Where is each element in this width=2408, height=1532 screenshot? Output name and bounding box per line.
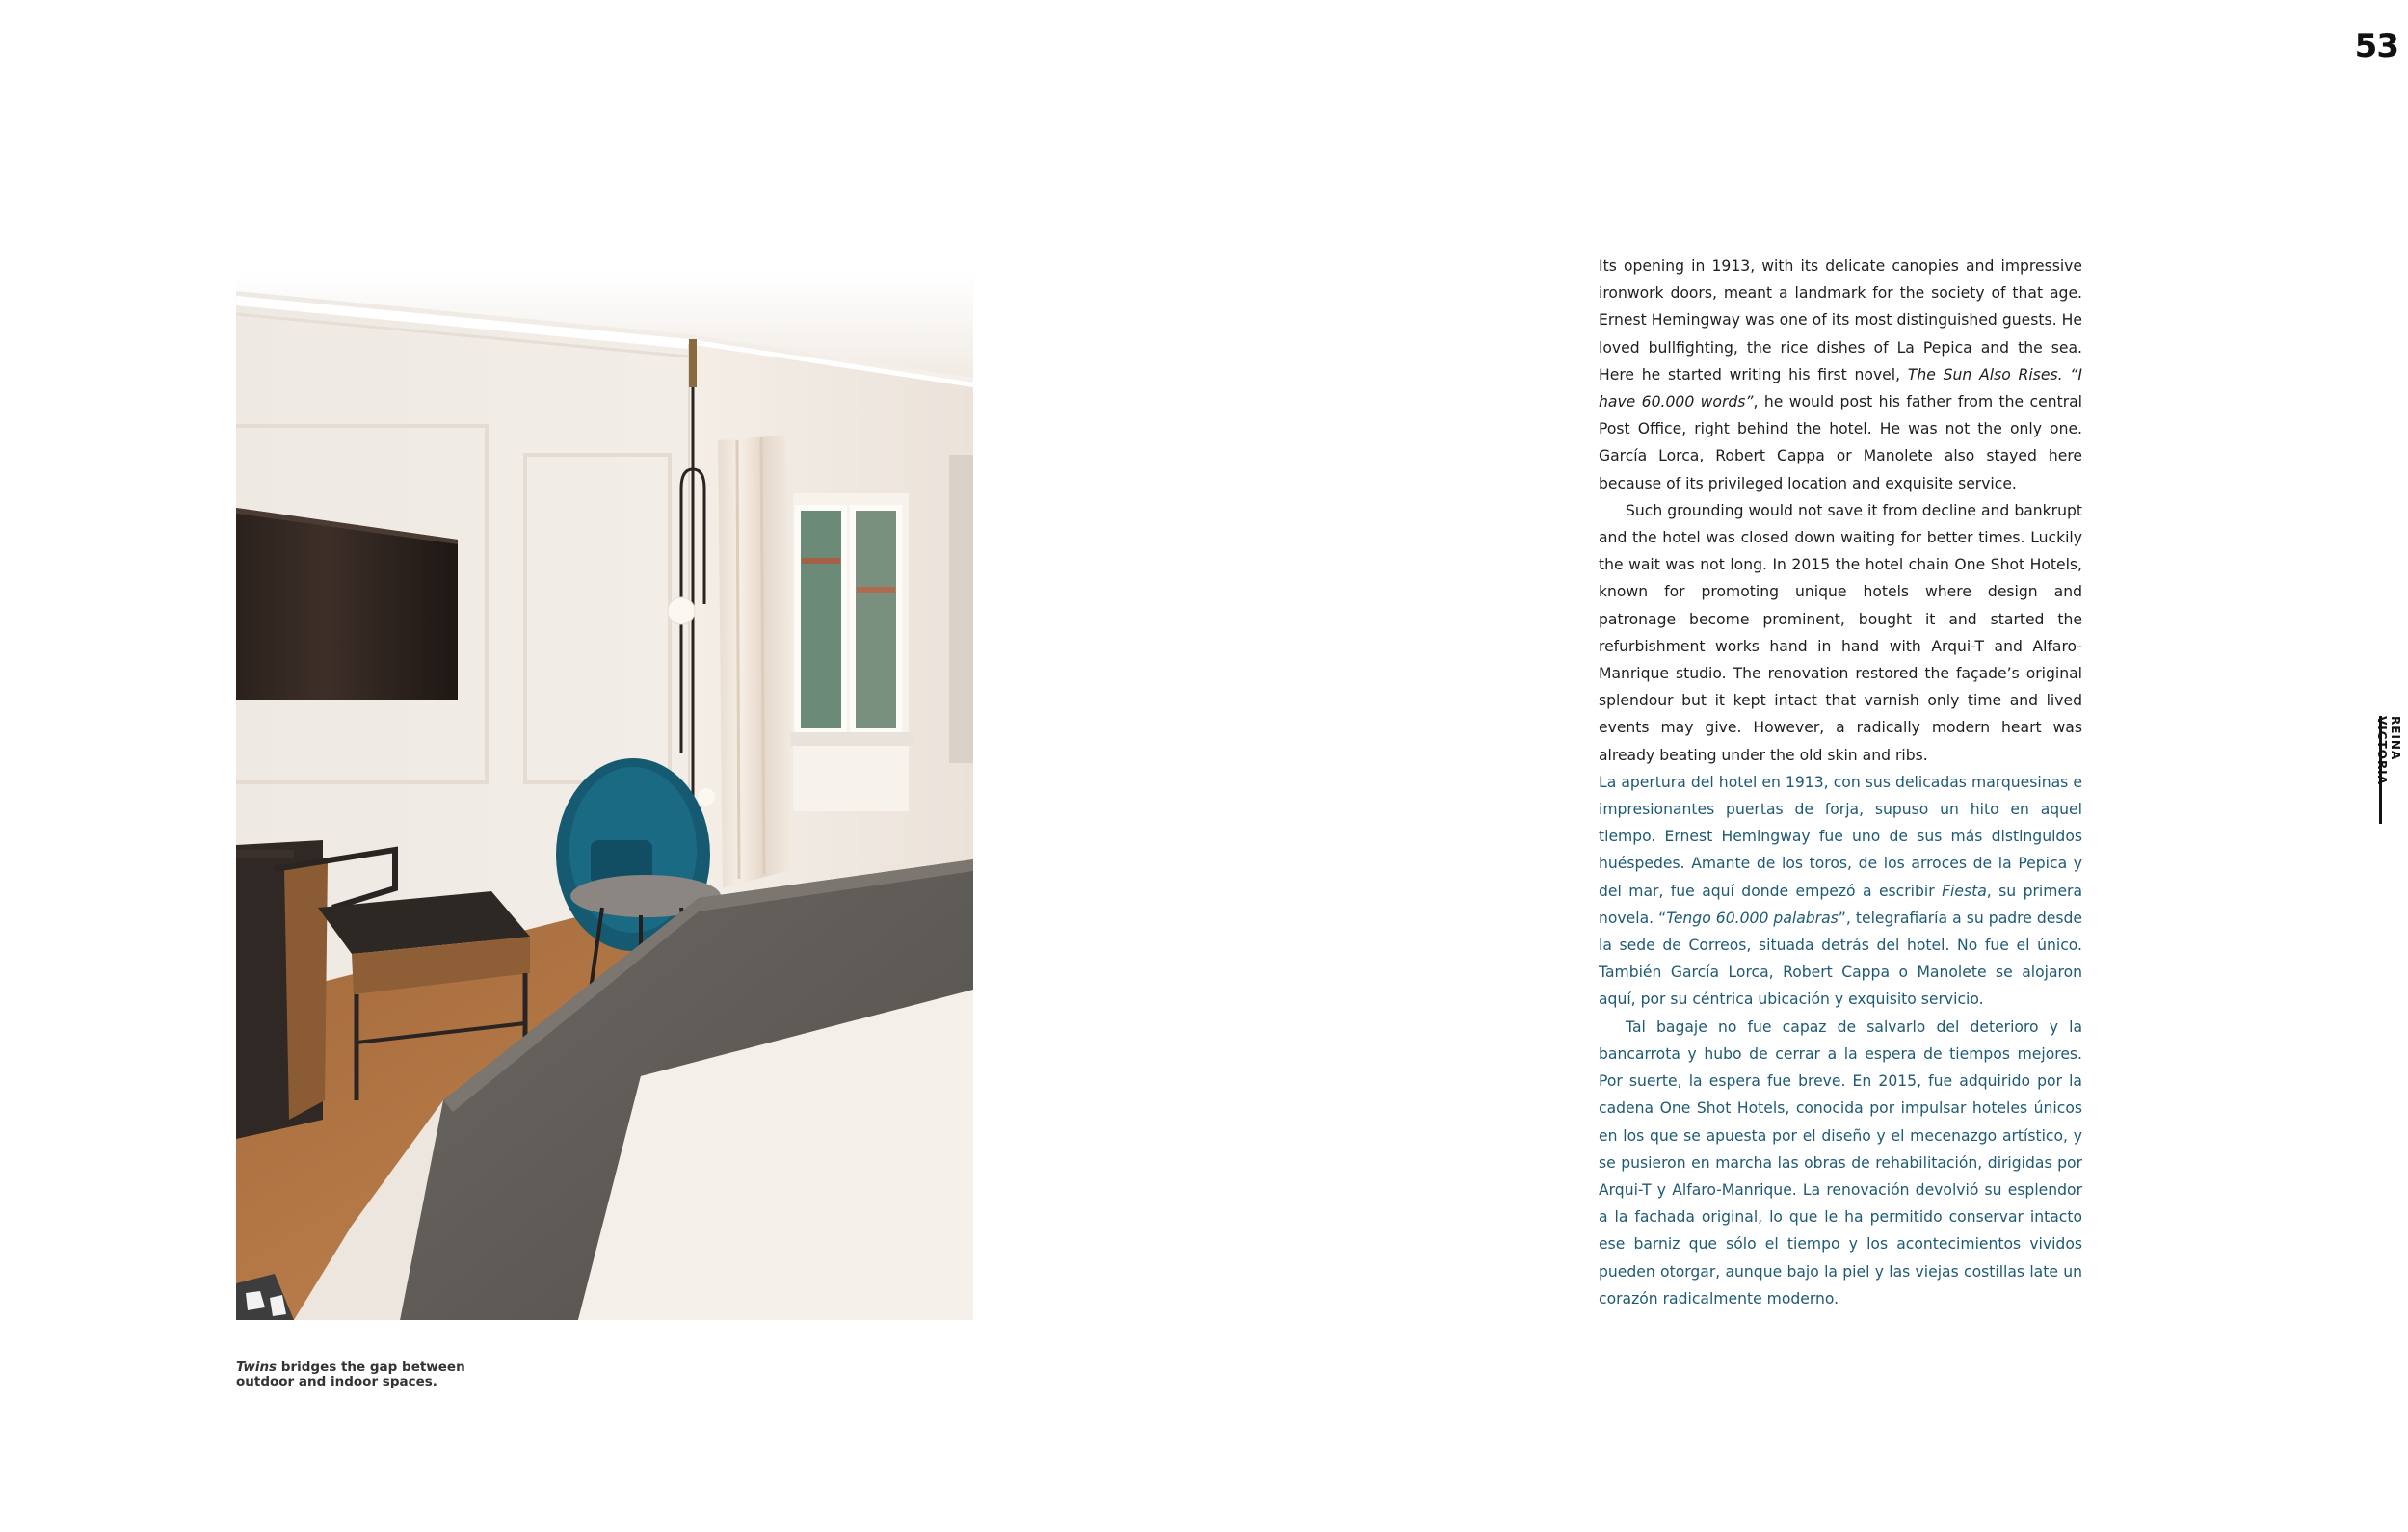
photo-caption <box>236 1360 525 1389</box>
text-run: , he would post his father from the central Post Office, right behind the hotel. He was not the only one. García Lorca, Robert Cappa or Manolete also stayed here because of its privileged location and exquisite service. <box>1599 393 2083 492</box>
text-run: ”, telegrafiaría a su padre desde la sede de Correos, situada detrás del hotel. No fue el único. También García Lorca, Robert Cappa o Manolete se alojaron aquí, por su céntrica ubicación y exquisito servicio. <box>1599 909 2082 1009</box>
caption-text: bridges the gap between outdoor and indoor spaces. <box>236 1360 465 1389</box>
english-paragraph-2: Such grounding would not save it from decline and bankrupt and the hotel was closed down waiting for better times. Luckily the wait was not long. In 2015 the hotel chain One Shot Hotels, known for promoting unique hotels where design and patronage become prominent, bought it and started the refurbishment works hand in hand with Arqui-T and Alfaro-Manrique studio. The renovation restored the façade’s original splendour but it kept intact that varnish only time and lived events may give. However, a radically modern heart was already beating under the old skin and ribs. <box>1599 501 2082 764</box>
text-run: Its opening in 1913, with its delicate canopies and impressive ironwork doors, meant a landmark for the society of that age. Ernest Hemingway was one of its most distinguished guests. He loved bullfighting, the rice dishes of La Pepica and the sea. Here he started writing his first novel, <box>1599 257 2082 383</box>
italic-run: Tengo 60.000 palabras <box>1666 909 1839 927</box>
text-run: La apertura del hotel en 1913, con sus delicadas marquesinas e impresionantes puertas de forja, supuso un hito en aquel tiempo. Ernest Hemingway fue uno de sus más distinguidos huéspedes. Amante de los toros, de los arroces de la Pepica y del mar, fue aquí donde empezó a escribir <box>1599 773 2082 900</box>
section-side-label: REINA VICTORIA <box>2379 716 2402 824</box>
page-number: 53 <box>2354 27 2398 66</box>
spanish-paragraph-2: Tal bagaje no fue capaz de salvarlo del deterioro y la bancarrota y hubo de cerrar a la espera de tiempos mejores. Por suerte, la espera fue breve. En 2015, fue adquirido por la cadena One Shot Hotels, conocida por impulsar hoteles únicos en los que se apuesta por el diseño y el mecenazgo artístico, y se pusieron en marcha las obras de rehabilitación, dirigidas por Arqui-T y Alfaro-Manrique. La renovación devolvió su esplendor a la fachada original, lo que le ha permitido conservar intacto ese barniz que sólo el tiempo y los acontecimientos vividos pueden otorgar, aunque bajo la piel y las viejas costillas late un corazón radicalmente moderno. <box>1599 1017 2082 1307</box>
text-run: , su primera novela. “ <box>1599 882 2082 927</box>
spanish-paragraph-1 <box>1599 769 2082 1014</box>
caption-emphasis: Twins <box>236 1360 278 1375</box>
italic-run: Fiesta <box>1942 882 1987 900</box>
article-text-column <box>1599 252 2082 1312</box>
hotel-room-illustration <box>236 272 973 1320</box>
italic-run: The Sun Also Rises. “I have 60.000 words” <box>1599 365 2082 411</box>
english-paragraph-1 <box>1599 252 2082 497</box>
hotel-room-photo <box>236 272 973 1320</box>
